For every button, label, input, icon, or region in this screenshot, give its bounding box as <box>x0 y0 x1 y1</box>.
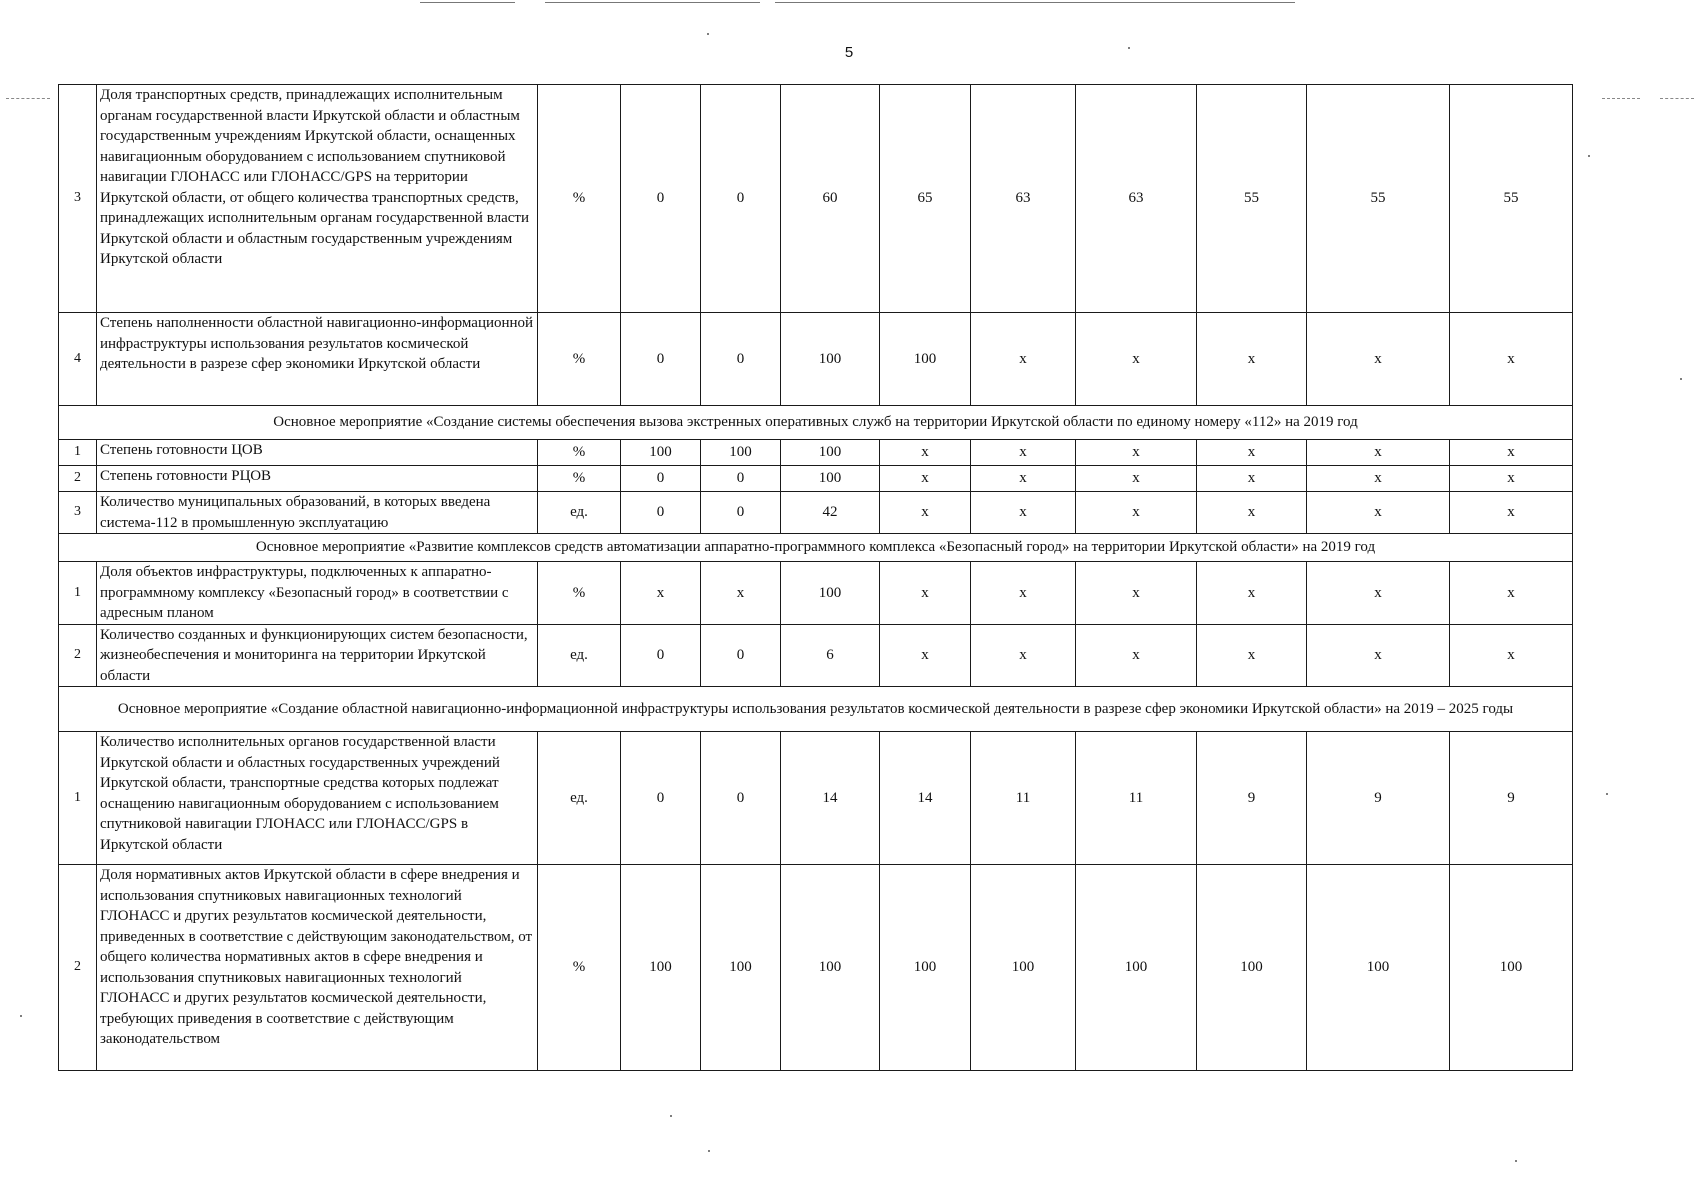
value-cell: x <box>880 440 971 466</box>
unit-cell: ед. <box>538 732 621 865</box>
value-cell: 100 <box>971 865 1076 1071</box>
row-number: 1 <box>59 440 97 466</box>
value-cell: 0 <box>621 313 701 406</box>
value-cell: x <box>971 313 1076 406</box>
scan-speck <box>1606 793 1608 795</box>
indicator-description: Доля нормативных актов Иркутской области в сфере внедрения и использования спутниковых навигационных технологий ГЛОНАСС и других результатов космической деятельности, приведенных в соответствие с действующим законодательством, от общего количества нормативных актов в сфере внедрения и использования спутниковых навигационных технологий ГЛОНАСС и других результатов космической деятельности, требующих приведения в соответствие с действующим законодательством <box>97 865 538 1071</box>
scan-speck <box>20 1015 22 1017</box>
value-cell: 42 <box>781 492 880 534</box>
value-cell: 100 <box>781 562 880 625</box>
value-cell: x <box>1450 440 1573 466</box>
value-cell: x <box>1450 313 1573 406</box>
value-cell: 55 <box>1197 85 1307 313</box>
table-row <box>59 562 1573 625</box>
value-cell: 100 <box>1076 865 1197 1071</box>
value-cell: 55 <box>1450 85 1573 313</box>
value-cell: x <box>1197 562 1307 625</box>
table-row <box>59 624 1573 687</box>
indicator-description: Доля объектов инфраструктуры, подключенных к аппаратно-программному комплексу «Безопасный город» в соответствии с адресным планом <box>97 562 538 625</box>
value-cell: 55 <box>1307 85 1450 313</box>
unit-cell: % <box>538 313 621 406</box>
row-number: 1 <box>59 732 97 865</box>
top-edge-line <box>545 2 760 3</box>
page-number: 5 <box>844 44 854 61</box>
value-cell: x <box>1197 313 1307 406</box>
value-cell: x <box>1197 466 1307 492</box>
value-cell: x <box>1450 492 1573 534</box>
table-row <box>59 466 1573 492</box>
table-row <box>59 732 1573 865</box>
value-cell: 0 <box>701 732 781 865</box>
value-cell: 0 <box>701 85 781 313</box>
value-cell: 100 <box>1450 865 1573 1071</box>
value-cell: 100 <box>621 865 701 1071</box>
value-cell: 100 <box>781 466 880 492</box>
value-cell: 9 <box>1450 732 1573 865</box>
value-cell: x <box>971 492 1076 534</box>
section-row <box>59 534 1573 562</box>
value-cell: x <box>1307 562 1450 625</box>
value-cell: 100 <box>1197 865 1307 1071</box>
table-row <box>59 440 1573 466</box>
table-row <box>59 313 1573 406</box>
row-number: 2 <box>59 865 97 1071</box>
value-cell: x <box>1450 466 1573 492</box>
value-cell: 14 <box>880 732 971 865</box>
section-title: Основное мероприятие «Создание областной навигационно-информационной инфраструктуры использования результатов космической деятельности в разрезе сфер экономики Иркутской области» на 2019 – 2025 годы <box>59 687 1573 732</box>
value-cell: x <box>971 562 1076 625</box>
value-cell: x <box>880 492 971 534</box>
indicator-description: Степень наполненности областной навигационно-информационной инфраструктуры использования результатов космической деятельности в разрезе сфер экономики Иркутской области <box>97 313 538 406</box>
value-cell: x <box>1450 624 1573 687</box>
section-row <box>59 406 1573 440</box>
table-row <box>59 85 1573 313</box>
section-title: Основное мероприятие «Создание системы обеспечения вызова экстренных оперативных служб на территории Иркутской области по единому номеру «112» на 2019 год <box>59 406 1573 440</box>
unit-cell: ед. <box>538 492 621 534</box>
unit-cell: % <box>538 466 621 492</box>
indicator-description: Количество созданных и функционирующих систем безопасности, жизнеобеспечения и мониторинга на территории Иркутской области <box>97 624 538 687</box>
value-cell: x <box>1307 466 1450 492</box>
value-cell: x <box>971 624 1076 687</box>
value-cell: x <box>1076 313 1197 406</box>
value-cell: x <box>1307 313 1450 406</box>
value-cell: x <box>1307 440 1450 466</box>
margin-dash <box>1602 98 1640 99</box>
value-cell: 11 <box>971 732 1076 865</box>
value-cell: 100 <box>621 440 701 466</box>
margin-dash <box>1660 98 1694 99</box>
value-cell: 9 <box>1307 732 1450 865</box>
value-cell: x <box>880 466 971 492</box>
indicator-description: Степень готовности ЦОВ <box>97 440 538 466</box>
margin-dash <box>6 98 50 99</box>
row-number: 2 <box>59 624 97 687</box>
value-cell: x <box>1197 624 1307 687</box>
value-cell: 0 <box>701 492 781 534</box>
scan-speck <box>1515 1160 1517 1162</box>
unit-cell: % <box>538 865 621 1071</box>
unit-cell: % <box>538 85 621 313</box>
value-cell: x <box>880 624 971 687</box>
indicator-description: Доля транспортных средств, принадлежащих исполнительным органам государственной власти Иркутской области и областным государственным учреждениям Иркутской области, оснащенных навигационным оборудованием с использованием спутниковой навигации ГЛОНАСС или ГЛОНАСС/GPS на территории Иркутской области, от общего количества транспортных средств, принадлежащих исполнительным органам государственной власти Иркутской области и областным государственным учреждениям Иркутской области <box>97 85 538 313</box>
scan-speck <box>1588 155 1590 157</box>
value-cell: x <box>1450 562 1573 625</box>
value-cell: 100 <box>781 313 880 406</box>
row-number: 4 <box>59 313 97 406</box>
value-cell: 100 <box>1307 865 1450 1071</box>
value-cell: x <box>1076 440 1197 466</box>
value-cell: x <box>880 562 971 625</box>
value-cell: 0 <box>621 624 701 687</box>
table-row <box>59 492 1573 534</box>
value-cell: 0 <box>701 313 781 406</box>
row-number: 3 <box>59 85 97 313</box>
value-cell: 100 <box>781 865 880 1071</box>
top-edge-line <box>420 2 515 3</box>
value-cell: 9 <box>1197 732 1307 865</box>
value-cell: x <box>1076 492 1197 534</box>
value-cell: 6 <box>781 624 880 687</box>
scan-speck <box>707 33 709 35</box>
value-cell: x <box>621 562 701 625</box>
value-cell: 100 <box>781 440 880 466</box>
indicator-description: Количество муниципальных образований, в которых введена система-112 в промышленную эксплуатацию <box>97 492 538 534</box>
value-cell: x <box>971 440 1076 466</box>
value-cell: x <box>1076 466 1197 492</box>
value-cell: 63 <box>971 85 1076 313</box>
value-cell: 14 <box>781 732 880 865</box>
value-cell: 0 <box>621 466 701 492</box>
value-cell: x <box>971 466 1076 492</box>
value-cell: x <box>701 562 781 625</box>
value-cell: x <box>1307 624 1450 687</box>
value-cell: x <box>1307 492 1450 534</box>
value-cell: x <box>1076 624 1197 687</box>
row-number: 3 <box>59 492 97 534</box>
value-cell: 0 <box>621 85 701 313</box>
value-cell: 100 <box>701 865 781 1071</box>
value-cell: 0 <box>701 624 781 687</box>
row-number: 1 <box>59 562 97 625</box>
scan-speck <box>708 1150 710 1152</box>
table-row <box>59 865 1573 1071</box>
value-cell: 0 <box>621 492 701 534</box>
value-cell: x <box>1076 562 1197 625</box>
scan-speck <box>670 1115 672 1117</box>
value-cell: 100 <box>880 865 971 1071</box>
section-title: Основное мероприятие «Развитие комплексов средств автоматизации аппаратно-программного комплекса «Безопасный город» на территории Иркутской области» на 2019 год <box>59 534 1573 562</box>
value-cell: 0 <box>621 732 701 865</box>
indicators-table <box>58 84 1573 1071</box>
unit-cell: % <box>538 562 621 625</box>
top-edge-line <box>775 2 1295 3</box>
value-cell: 0 <box>701 466 781 492</box>
scan-speck <box>1680 378 1682 380</box>
unit-cell: ед. <box>538 624 621 687</box>
value-cell: 65 <box>880 85 971 313</box>
value-cell: x <box>1197 440 1307 466</box>
value-cell: 60 <box>781 85 880 313</box>
value-cell: 100 <box>701 440 781 466</box>
unit-cell: % <box>538 440 621 466</box>
value-cell: 100 <box>880 313 971 406</box>
value-cell: 63 <box>1076 85 1197 313</box>
row-number: 2 <box>59 466 97 492</box>
value-cell: 11 <box>1076 732 1197 865</box>
value-cell: x <box>1197 492 1307 534</box>
indicator-description: Количество исполнительных органов государственной власти Иркутской области и областных государственных учреждений Иркутской области, транспортные средства которых подлежат оснащению навигационным оборудованием с использованием спутниковой навигации ГЛОНАСС или ГЛОНАСС/GPS в Иркутской области <box>97 732 538 865</box>
section-row <box>59 687 1573 732</box>
indicator-description: Степень готовности РЦОВ <box>97 466 538 492</box>
